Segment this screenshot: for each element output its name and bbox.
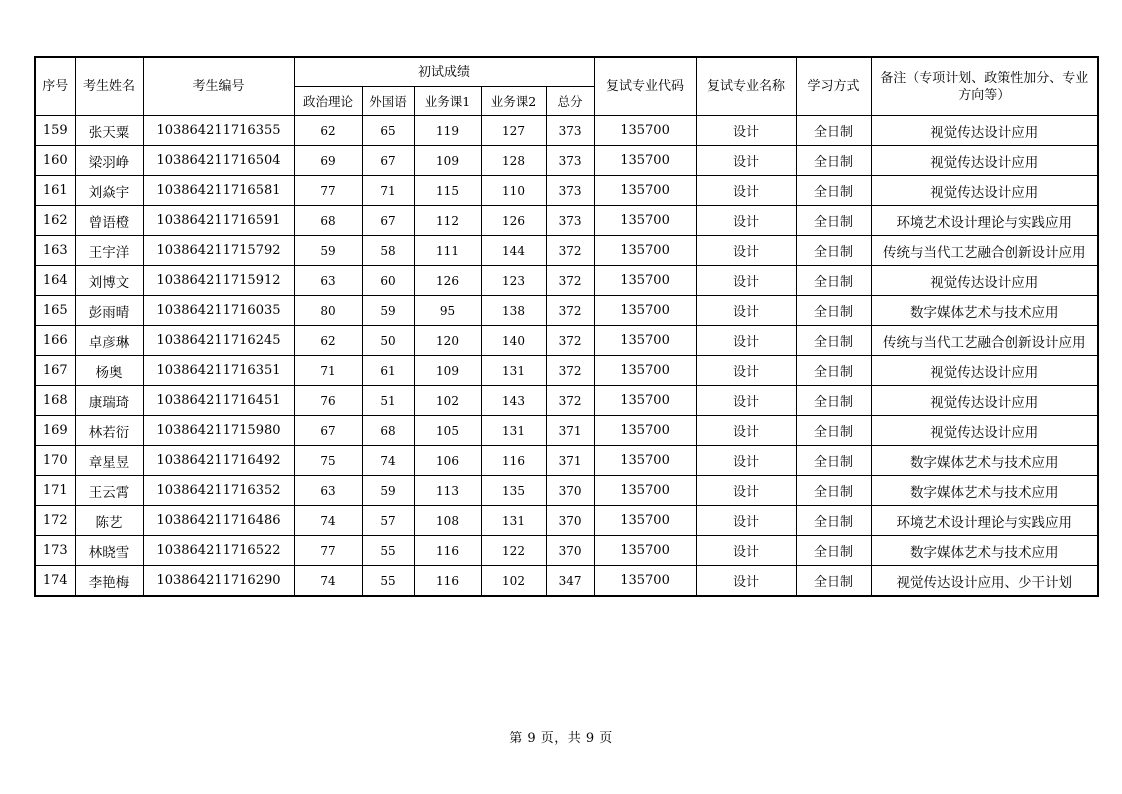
cell-course1: 120: [414, 326, 481, 356]
cell-total: 372: [546, 386, 594, 416]
cell-retest-code: 135700: [594, 416, 696, 446]
cell-retest-code: 135700: [594, 536, 696, 566]
cell-politics: 69: [294, 146, 362, 176]
cell-notes: 传统与当代工艺融合创新设计应用: [871, 236, 1098, 266]
table-row: [35, 266, 1098, 296]
cell-politics: 67: [294, 416, 362, 446]
cell-retest-code: 135700: [594, 116, 696, 146]
cell-notes: 视觉传达设计应用: [871, 116, 1098, 146]
table-row: [35, 446, 1098, 476]
cell-name: 卓彦琳: [75, 326, 143, 356]
cell-name: 杨奥: [75, 356, 143, 386]
header-retest-code: 复试专业代码: [594, 57, 696, 116]
cell-course2: 143: [481, 386, 546, 416]
cell-retest-code: 135700: [594, 176, 696, 206]
cell-foreign-language: 74: [362, 446, 414, 476]
cell-total: 370: [546, 476, 594, 506]
cell-name: 张天粟: [75, 116, 143, 146]
page-number: 第 9 页，共 9 页: [509, 731, 613, 746]
cell-total: 372: [546, 296, 594, 326]
cell-retest-major: 设计: [696, 506, 796, 536]
cell-seq: 161: [35, 176, 75, 206]
cell-course2: 140: [481, 326, 546, 356]
cell-politics: 63: [294, 266, 362, 296]
table-row: [35, 146, 1098, 176]
cell-name: 陈艺: [75, 506, 143, 536]
cell-course1: 113: [414, 476, 481, 506]
cell-study-mode: 全日制: [796, 446, 871, 476]
cell-seq: 162: [35, 206, 75, 236]
table-row: [35, 296, 1098, 326]
cell-notes: 视觉传达设计应用: [871, 146, 1098, 176]
cell-course1: 95: [414, 296, 481, 326]
table-row: [35, 176, 1098, 206]
cell-notes: 数字媒体艺术与技术应用: [871, 296, 1098, 326]
header-course1: 业务课1: [414, 87, 481, 116]
cell-total: 373: [546, 206, 594, 236]
cell-course1: 109: [414, 356, 481, 386]
cell-total: 372: [546, 236, 594, 266]
cell-candidate-id: 103864211715980: [143, 416, 294, 446]
table-row: [35, 536, 1098, 566]
header-id: 考生编号: [143, 57, 294, 116]
cell-seq: 169: [35, 416, 75, 446]
cell-course1: 116: [414, 536, 481, 566]
table-row: [35, 476, 1098, 506]
table-header: [35, 57, 1098, 116]
cell-politics: 68: [294, 206, 362, 236]
score-table: [34, 56, 1099, 597]
cell-retest-major: 设计: [696, 566, 796, 597]
cell-foreign-language: 59: [362, 476, 414, 506]
cell-course1: 119: [414, 116, 481, 146]
cell-study-mode: 全日制: [796, 506, 871, 536]
cell-name: 刘焱宇: [75, 176, 143, 206]
cell-study-mode: 全日制: [796, 116, 871, 146]
cell-course2: 110: [481, 176, 546, 206]
cell-study-mode: 全日制: [796, 326, 871, 356]
cell-retest-code: 135700: [594, 146, 696, 176]
cell-total: 371: [546, 416, 594, 446]
cell-candidate-id: 103864211716591: [143, 206, 294, 236]
cell-retest-code: 135700: [594, 476, 696, 506]
cell-study-mode: 全日制: [796, 236, 871, 266]
cell-seq: 167: [35, 356, 75, 386]
cell-seq: 173: [35, 536, 75, 566]
cell-study-mode: 全日制: [796, 266, 871, 296]
cell-total: 370: [546, 506, 594, 536]
cell-seq: 172: [35, 506, 75, 536]
cell-retest-code: 135700: [594, 446, 696, 476]
cell-notes: 传统与当代工艺融合创新设计应用: [871, 326, 1098, 356]
cell-notes: 视觉传达设计应用: [871, 356, 1098, 386]
cell-candidate-id: 103864211716451: [143, 386, 294, 416]
cell-retest-major: 设计: [696, 416, 796, 446]
cell-course2: 127: [481, 116, 546, 146]
cell-total: 373: [546, 116, 594, 146]
cell-seq: 159: [35, 116, 75, 146]
cell-name: 王宇洋: [75, 236, 143, 266]
table-row: [35, 236, 1098, 266]
cell-foreign-language: 60: [362, 266, 414, 296]
cell-notes: 环境艺术设计理论与实践应用: [871, 206, 1098, 236]
cell-name: 曾语橙: [75, 206, 143, 236]
cell-politics: 62: [294, 116, 362, 146]
cell-politics: 62: [294, 326, 362, 356]
cell-course2: 102: [481, 566, 546, 597]
cell-course2: 135: [481, 476, 546, 506]
cell-retest-major: 设计: [696, 356, 796, 386]
table-row: [35, 116, 1098, 146]
table-row: [35, 566, 1098, 597]
header-total: 总分: [546, 87, 594, 116]
cell-course1: 111: [414, 236, 481, 266]
cell-name: 李艳梅: [75, 566, 143, 597]
cell-course2: 131: [481, 356, 546, 386]
cell-seq: 168: [35, 386, 75, 416]
cell-foreign-language: 57: [362, 506, 414, 536]
cell-study-mode: 全日制: [796, 386, 871, 416]
cell-retest-major: 设计: [696, 296, 796, 326]
cell-notes: 视觉传达设计应用: [871, 386, 1098, 416]
cell-course2: 138: [481, 296, 546, 326]
cell-name: 章星昱: [75, 446, 143, 476]
header-course2: 业务课2: [481, 87, 546, 116]
cell-notes: 视觉传达设计应用: [871, 266, 1098, 296]
cell-retest-major: 设计: [696, 536, 796, 566]
cell-course1: 116: [414, 566, 481, 597]
cell-retest-major: 设计: [696, 146, 796, 176]
cell-seq: 170: [35, 446, 75, 476]
cell-politics: 77: [294, 176, 362, 206]
cell-course1: 115: [414, 176, 481, 206]
cell-course2: 131: [481, 416, 546, 446]
cell-retest-major: 设计: [696, 206, 796, 236]
cell-course2: 126: [481, 206, 546, 236]
cell-politics: 77: [294, 536, 362, 566]
cell-candidate-id: 103864211716290: [143, 566, 294, 597]
table-row: [35, 206, 1098, 236]
cell-course1: 102: [414, 386, 481, 416]
cell-candidate-id: 103864211716486: [143, 506, 294, 536]
cell-foreign-language: 58: [362, 236, 414, 266]
cell-foreign-language: 65: [362, 116, 414, 146]
cell-study-mode: 全日制: [796, 176, 871, 206]
cell-course2: 123: [481, 266, 546, 296]
header-notes: 备注（专项计划、政策性加分、专业方向等）: [871, 57, 1098, 116]
cell-total: 347: [546, 566, 594, 597]
cell-name: 王云霄: [75, 476, 143, 506]
header-retest-name: 复试专业名称: [696, 57, 796, 116]
cell-seq: 174: [35, 566, 75, 597]
cell-candidate-id: 103864211716504: [143, 146, 294, 176]
cell-candidate-id: 103864211716035: [143, 296, 294, 326]
cell-retest-major: 设计: [696, 176, 796, 206]
header-seq: 序号: [35, 57, 75, 116]
cell-retest-code: 135700: [594, 236, 696, 266]
cell-course2: 122: [481, 536, 546, 566]
cell-politics: 80: [294, 296, 362, 326]
header-foreign-language: 外国语: [362, 87, 414, 116]
cell-politics: 59: [294, 236, 362, 266]
table-body: [35, 116, 1098, 597]
cell-politics: 63: [294, 476, 362, 506]
cell-course1: 108: [414, 506, 481, 536]
cell-course1: 109: [414, 146, 481, 176]
cell-notes: 数字媒体艺术与技术应用: [871, 536, 1098, 566]
cell-notes: 数字媒体艺术与技术应用: [871, 476, 1098, 506]
cell-seq: 160: [35, 146, 75, 176]
cell-name: 林若衍: [75, 416, 143, 446]
cell-course1: 106: [414, 446, 481, 476]
cell-study-mode: 全日制: [796, 356, 871, 386]
cell-retest-code: 135700: [594, 206, 696, 236]
cell-course2: 131: [481, 506, 546, 536]
cell-retest-major: 设计: [696, 476, 796, 506]
cell-politics: 75: [294, 446, 362, 476]
table-row: [35, 506, 1098, 536]
cell-course2: 116: [481, 446, 546, 476]
cell-notes: 视觉传达设计应用: [871, 416, 1098, 446]
cell-candidate-id: 103864211716245: [143, 326, 294, 356]
cell-politics: 74: [294, 506, 362, 536]
cell-retest-major: 设计: [696, 116, 796, 146]
cell-retest-code: 135700: [594, 506, 696, 536]
cell-candidate-id: 103864211716522: [143, 536, 294, 566]
cell-study-mode: 全日制: [796, 206, 871, 236]
cell-total: 371: [546, 446, 594, 476]
cell-politics: 71: [294, 356, 362, 386]
cell-politics: 76: [294, 386, 362, 416]
header-politics: 政治理论: [294, 87, 362, 116]
cell-foreign-language: 50: [362, 326, 414, 356]
header-study-mode: 学习方式: [796, 57, 871, 116]
cell-retest-major: 设计: [696, 326, 796, 356]
cell-notes: 视觉传达设计应用、少干计划: [871, 566, 1098, 597]
cell-foreign-language: 55: [362, 536, 414, 566]
table-row: [35, 386, 1098, 416]
cell-candidate-id: 103864211715912: [143, 266, 294, 296]
cell-study-mode: 全日制: [796, 566, 871, 597]
cell-study-mode: 全日制: [796, 476, 871, 506]
cell-candidate-id: 103864211715792: [143, 236, 294, 266]
cell-total: 373: [546, 146, 594, 176]
cell-total: 372: [546, 266, 594, 296]
cell-seq: 165: [35, 296, 75, 326]
cell-retest-code: 135700: [594, 326, 696, 356]
cell-retest-code: 135700: [594, 266, 696, 296]
cell-study-mode: 全日制: [796, 146, 871, 176]
cell-retest-major: 设计: [696, 266, 796, 296]
cell-total: 373: [546, 176, 594, 206]
cell-retest-code: 135700: [594, 356, 696, 386]
cell-name: 梁羽峥: [75, 146, 143, 176]
table-row: [35, 326, 1098, 356]
cell-notes: 环境艺术设计理论与实践应用: [871, 506, 1098, 536]
cell-course2: 128: [481, 146, 546, 176]
cell-name: 林晓雪: [75, 536, 143, 566]
cell-seq: 166: [35, 326, 75, 356]
cell-total: 370: [546, 536, 594, 566]
cell-course2: 144: [481, 236, 546, 266]
cell-name: 彭雨晴: [75, 296, 143, 326]
cell-seq: 164: [35, 266, 75, 296]
cell-foreign-language: 68: [362, 416, 414, 446]
cell-retest-code: 135700: [594, 386, 696, 416]
cell-foreign-language: 71: [362, 176, 414, 206]
cell-candidate-id: 103864211716352: [143, 476, 294, 506]
cell-seq: 171: [35, 476, 75, 506]
cell-notes: 视觉传达设计应用: [871, 176, 1098, 206]
cell-retest-major: 设计: [696, 446, 796, 476]
header-row-1: [35, 57, 1098, 87]
cell-politics: 74: [294, 566, 362, 597]
cell-candidate-id: 103864211716355: [143, 116, 294, 146]
cell-course1: 126: [414, 266, 481, 296]
cell-candidate-id: 103864211716581: [143, 176, 294, 206]
table-row: [35, 416, 1098, 446]
cell-seq: 163: [35, 236, 75, 266]
cell-foreign-language: 59: [362, 296, 414, 326]
cell-foreign-language: 55: [362, 566, 414, 597]
cell-study-mode: 全日制: [796, 536, 871, 566]
cell-retest-code: 135700: [594, 566, 696, 597]
cell-course1: 105: [414, 416, 481, 446]
cell-candidate-id: 103864211716351: [143, 356, 294, 386]
cell-foreign-language: 51: [362, 386, 414, 416]
cell-total: 372: [546, 326, 594, 356]
cell-retest-code: 135700: [594, 296, 696, 326]
cell-name: 康瑞琦: [75, 386, 143, 416]
cell-foreign-language: 67: [362, 206, 414, 236]
cell-foreign-language: 67: [362, 146, 414, 176]
header-name: 考生姓名: [75, 57, 143, 116]
header-prelim-scores: 初试成绩: [294, 57, 594, 87]
table-row: [35, 356, 1098, 386]
cell-foreign-language: 61: [362, 356, 414, 386]
cell-total: 372: [546, 356, 594, 386]
cell-retest-major: 设计: [696, 236, 796, 266]
cell-candidate-id: 103864211716492: [143, 446, 294, 476]
cell-course1: 112: [414, 206, 481, 236]
cell-name: 刘博文: [75, 266, 143, 296]
cell-notes: 数字媒体艺术与技术应用: [871, 446, 1098, 476]
cell-study-mode: 全日制: [796, 416, 871, 446]
cell-study-mode: 全日制: [796, 296, 871, 326]
cell-retest-major: 设计: [696, 386, 796, 416]
